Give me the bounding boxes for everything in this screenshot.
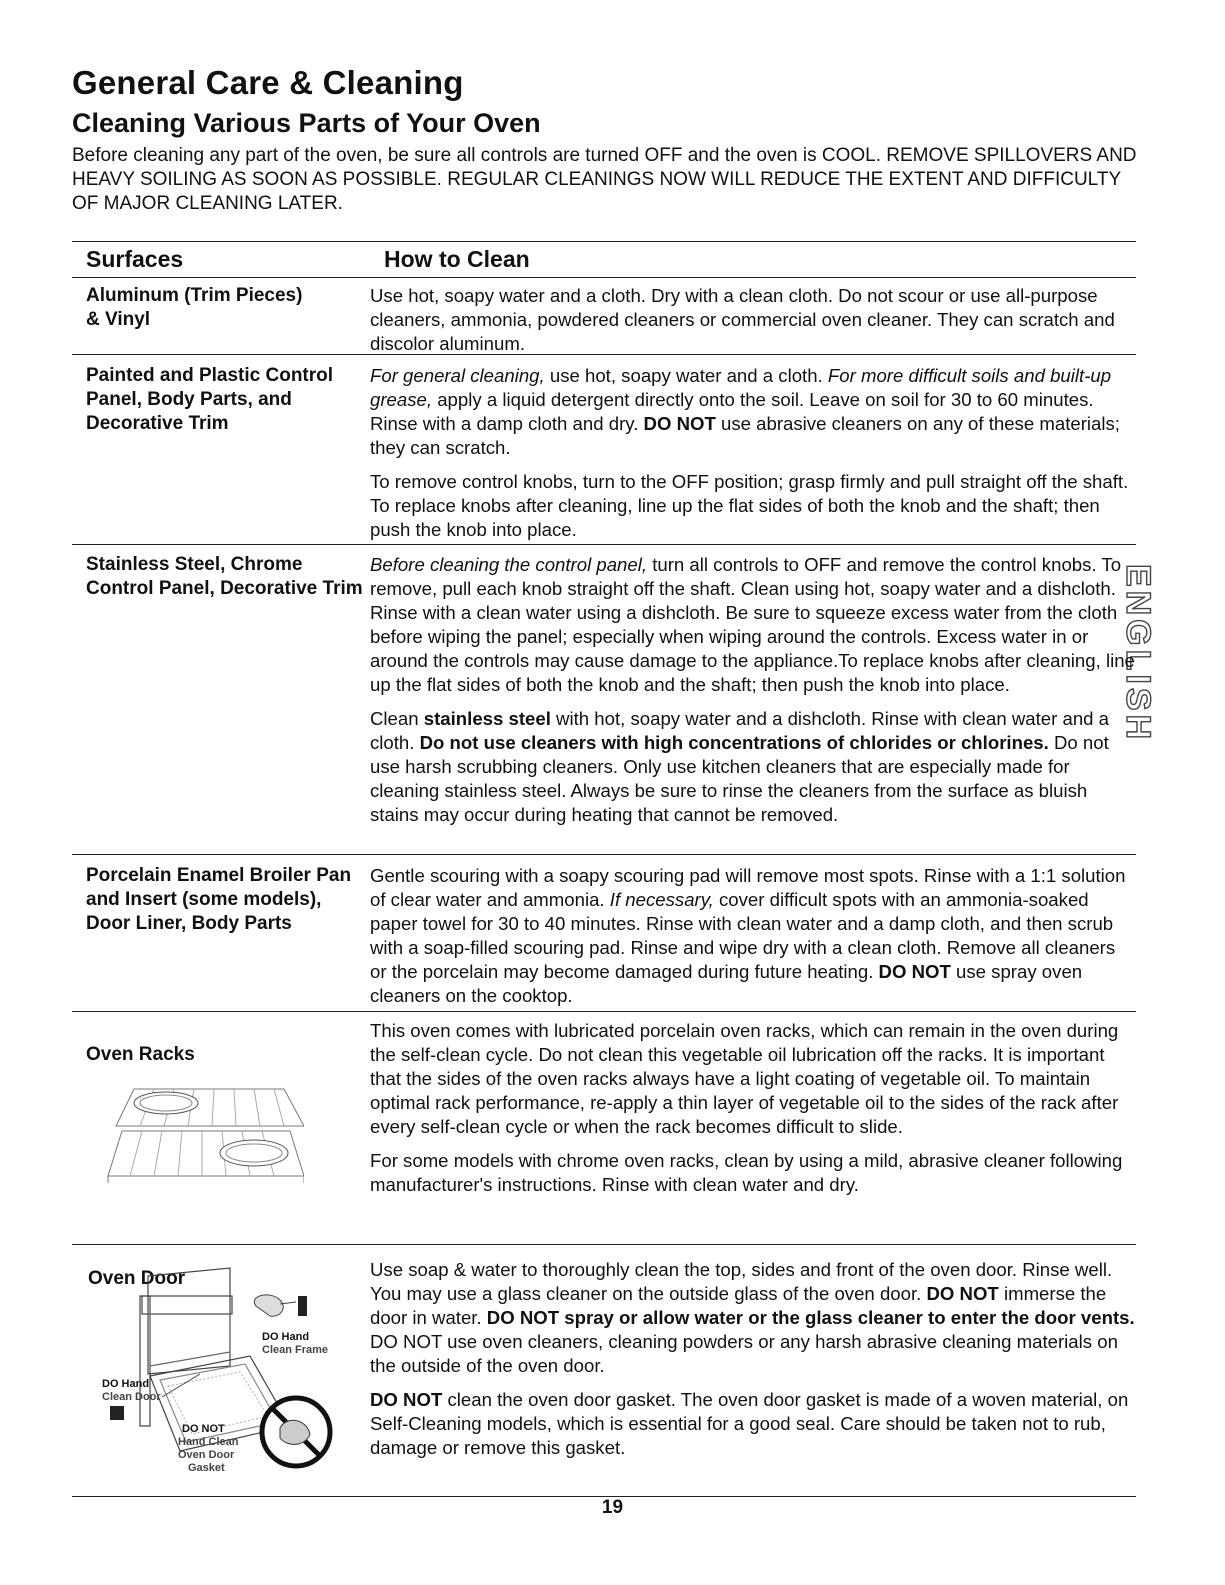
- svg-text:Clean Frame: Clean Frame: [262, 1344, 329, 1356]
- svg-text:Hand Clean: Hand Clean: [178, 1436, 239, 1448]
- section-title: Cleaning Various Parts of Your Oven: [72, 108, 541, 138]
- surface-label: Aluminum (Trim Pieces) & Vinyl: [86, 285, 303, 330]
- col-header-surfaces: Surfaces: [86, 246, 184, 272]
- table-row: [72, 855, 1136, 1012]
- oven-door-illustration: [80, 1256, 360, 1488]
- table-row: [72, 1245, 1136, 1497]
- table-row: [72, 545, 1136, 855]
- oven-racks-illustration: [104, 1081, 304, 1186]
- how-to-clean: Use soap & water to thoroughly clean the top, sides and front of the oven door. Rinse well. You may use a glass cleaner on the outside glass of the oven door. DO NOT immerse the door in water. DO NOT spray or allow water or the glass cleaner to enter the door vents. DO NOT use oven cleaners, cleaning powders or any harsh abrasive cleaning materials on the outside of the oven door. DO NOT clean the oven door gasket. The oven door gasket is made of a woven material, on Self-Cleaning models, which is essential for a good seal. Care should be taken not to rub, damage or remove this gasket.: [370, 1259, 1135, 1458]
- how-to-clean: This oven comes with lubricated porcelain oven racks, which can remain in the oven during the self-clean cycle. Do not clean this vegetable oil lubrication off the racks. It is important that the sides of the oven racks always have a light coating of vegetable oil. To maintain optimal rack performance, re-apply a thin layer of vegetable oil to the sides of the rack after every self-clean cycle or when the rack becomes difficult to slide. For some models with chrome oven racks, clean by using a mild, abrasive cleaner following manufacturer's instructions. Rinse with clean water and dry.: [370, 1020, 1123, 1195]
- page-number: 19: [601, 1497, 624, 1518]
- surface-label: Painted and Plastic Control Panel, Body Parts, and Decorative Trim: [86, 365, 334, 434]
- surface-label: Oven Racks: [72, 1019, 370, 1244]
- how-to-clean: For general cleaning, use hot, soapy water and a cloth. For more difficult soils and built-up grease, apply a liquid detergent directly onto the soil. Leave on soil for 30 to 60 minutes. Rinse with a damp cloth and dry. DO NOT use abrasive cleaners on any of these materials; they can scratch. To remove control knobs, turn to the OFF position; grasp firmly and pull straight off the shaft. To replace knobs after cleaning, line up the flat sides of both the knob and the shaft; then push the knob into place.: [370, 365, 1129, 540]
- col-header-how-to-clean: How to Clean: [384, 246, 530, 272]
- table-row: [72, 1012, 1136, 1245]
- svg-text:DO Hand: DO Hand: [102, 1378, 150, 1390]
- how-to-clean: Before cleaning the control panel, turn all controls to OFF and remove the control knobs. To remove, pull each knob straight off the shaft. Clean using hot, soapy water and a dishcloth. Rinse with a clean water using a dishcloth. Be sure to squeeze excess water from the cloth before wiping the panel; especially when wiping around the controls. Excess water in or around the controls may cause damage to the appliance.To replace knobs after cleaning, line up the flat sides of both the knob and the shaft; then push the knob into place. Clean stainless steel with hot, soapy water and a dishcloth. Rinse with clean water and a cloth. Do not use cleaners with high concentrations of chlorides or chlorines. Do not use harsh scrubbing cleaners. Only use kitchen cleaners that are especially made for cleaning stainless steel. Always be sure to rinse the cleaners from the surface as bluish stains may occur during heating that cannot be removed.: [370, 554, 1135, 825]
- oven-door-label: Oven Door: [88, 1268, 186, 1289]
- table-header: [72, 242, 1136, 277]
- svg-text:DO NOT: DO NOT: [182, 1423, 225, 1435]
- page-title: General Care & Cleaning: [72, 64, 464, 101]
- surface-label: Porcelain Enamel Broiler Pan and Insert (some models), Door Liner, Body Parts: [86, 865, 352, 934]
- svg-text:Oven Door: Oven Door: [178, 1449, 235, 1461]
- cleaning-table: [72, 241, 1136, 1497]
- svg-text:Gasket: Gasket: [188, 1462, 225, 1474]
- intro-paragraph: Before cleaning any part of the oven, be sure all controls are turned OFF and the oven is COOL. REMOVE SPILLOVERS AND HEAVY SOILING AS SOON AS POSSIBLE. REGULAR CLEANINGS NOW WILL REDUCE THE EXTENT AND DIFFICULTY OF MAJOR CLEANING LATER.: [72, 145, 1137, 214]
- table-row: [72, 278, 1136, 355]
- table-row: [72, 355, 1136, 545]
- how-to-clean: Use hot, soapy water and a cloth. Dry with a clean cloth. Do not scour or use all-purpose cleaners, ammonia, powdered cleaners or commercial oven cleaner. They can scratch and discolor aluminum.: [370, 285, 1115, 354]
- surface-label: Stainless Steel, Chrome Control Panel, Decorative Trim: [86, 554, 363, 599]
- how-to-clean: Gentle scouring with a soapy scouring pad will remove most spots. Rinse with a 1:1 solution of clear water and ammonia. If necessary, cover difficult spots with an ammonia-soaked paper towel for 30 to 40 minutes. Rinse with clean water and a damp cloth, and then scrub with a soap-filled scouring pad. Rinse and wipe dry with a clean cloth. Remove all cleaners or the porcelain may become damaged during future heating. DO NOT use spray oven cleaners on the cooktop.: [370, 865, 1126, 1006]
- side-tab-label: ENGLISH: [1119, 563, 1158, 743]
- svg-text:DO Hand: DO Hand: [262, 1331, 310, 1343]
- surface-label: [72, 1258, 370, 1496]
- svg-text:Clean Door: Clean Door: [102, 1391, 161, 1403]
